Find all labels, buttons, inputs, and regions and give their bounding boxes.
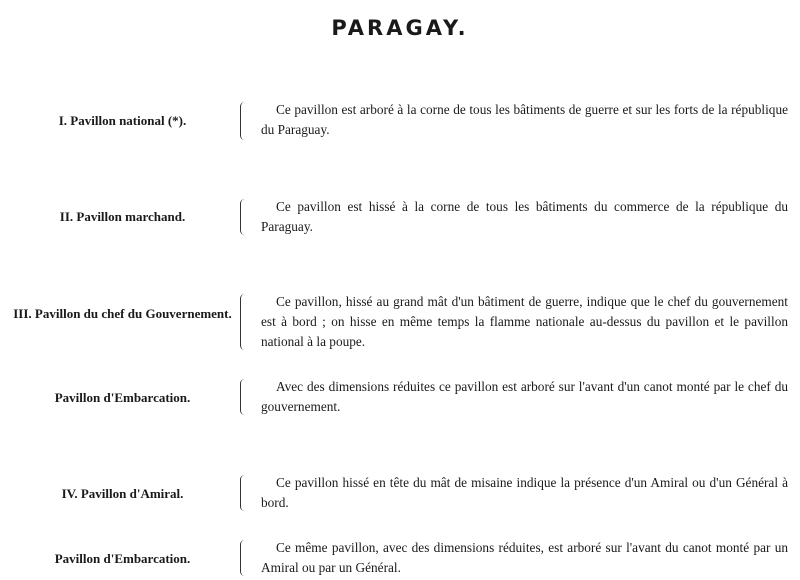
- entry-text: Avec des dimensions réduites ce pavillon est arboré sur l'avant d'un canot monté par le chef du gouvernement.: [261, 379, 788, 414]
- entry-label: Pavillon d'Embarcation.: [54, 551, 191, 566]
- entry-text: Ce pavillon est arboré à la corne de tous les bâtiments de guerre et sur les forts de la république du Paraguay.: [261, 102, 788, 137]
- brace: [240, 379, 249, 415]
- entry-label: Pavillon d'Embarcation.: [54, 390, 191, 405]
- brace: [240, 294, 249, 350]
- entry-text: Ce pavillon, hissé au grand mât d'un bâtiment de guerre, indique que le chef du gouvernement est à bord ; on hisse en même temps la flamme nationale au-dessus du pavillon et le pavillon national à la poupe.: [261, 294, 788, 349]
- brace: [240, 102, 249, 140]
- entry-label: III. Pavillon du chef du Gouvernement.: [13, 306, 232, 321]
- entry-label: IV. Pavillon d'Amiral.: [61, 486, 184, 501]
- entry-text: Ce pavillon hissé en tête du mât de misaine indique la présence d'un Amiral ou d'un Général à bord.: [261, 475, 788, 510]
- brace: [240, 475, 249, 511]
- brace: [240, 540, 249, 576]
- entry-text: Ce même pavillon, avec des dimensions réduites, est arboré sur l'avant du canot monté par un Amiral ou par un Général.: [261, 540, 788, 575]
- entry-label: II. Pavillon marchand.: [59, 209, 186, 224]
- entry-label: I. Pavillon national (*).: [58, 113, 187, 128]
- page-title: PARAGAY.: [331, 16, 469, 40]
- entry-text: Ce pavillon est hissé à la corne de tous les bâtiments du commerce de la république du Paraguay.: [261, 199, 788, 234]
- brace: [240, 199, 249, 235]
